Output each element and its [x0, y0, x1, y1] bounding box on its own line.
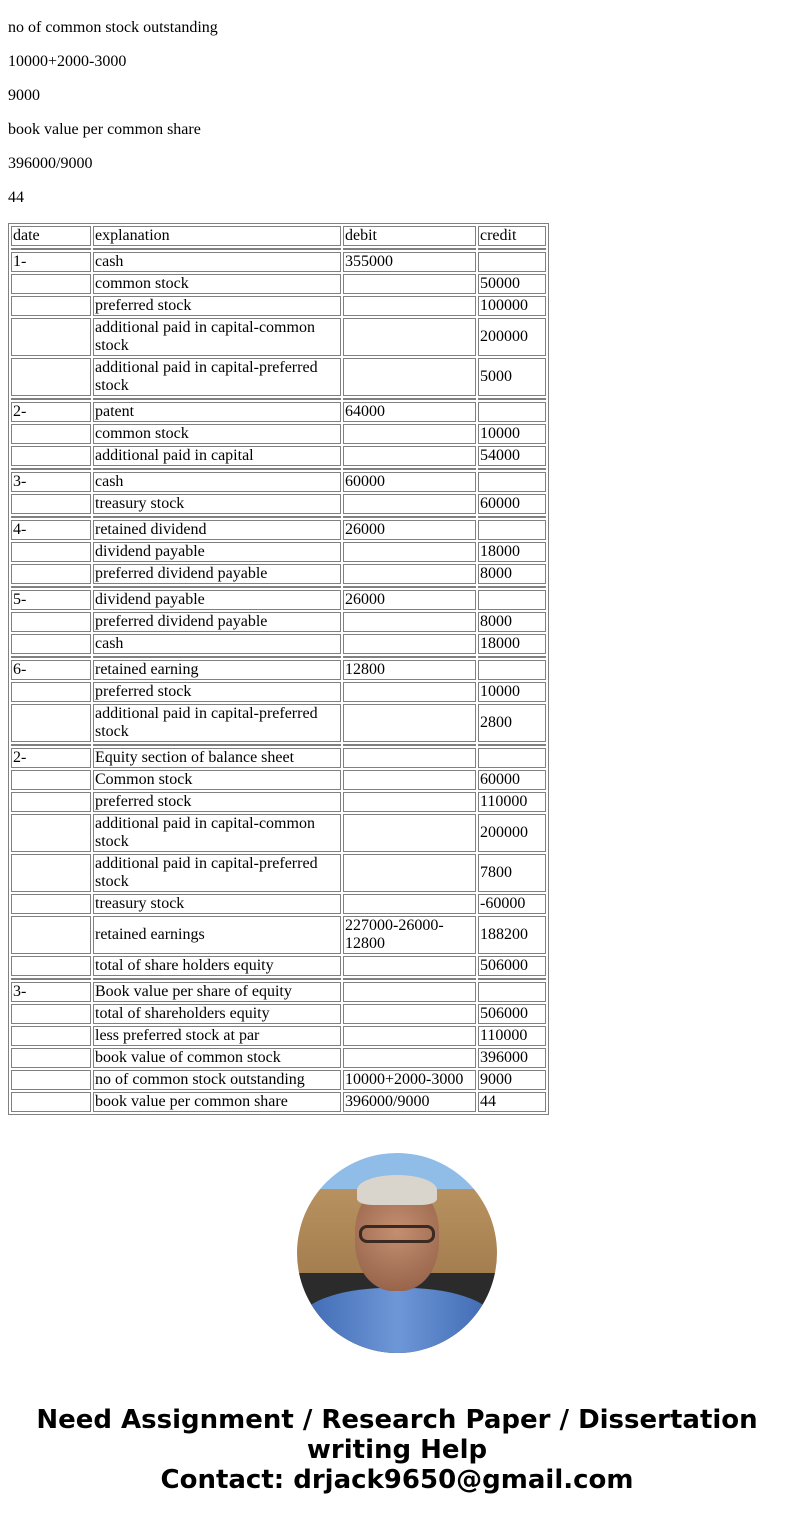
cell-date	[11, 916, 91, 954]
cell-debit: 227000-26000-12800	[343, 916, 476, 954]
cell-explanation: preferred dividend payable	[93, 612, 341, 632]
cell-date: 2-	[11, 748, 91, 768]
table-row	[11, 682, 546, 702]
cell-date	[11, 358, 91, 396]
cell-explanation: cash	[93, 252, 341, 272]
cell-explanation: common stock	[93, 424, 341, 444]
cell-date	[11, 1070, 91, 1090]
cell-date	[11, 792, 91, 812]
table-row	[11, 634, 546, 654]
cell-date	[11, 854, 91, 892]
cell-date	[11, 1048, 91, 1068]
table-row	[11, 770, 546, 790]
paragraph: 396000/9000	[8, 155, 93, 172]
cell-date	[11, 894, 91, 914]
cell-explanation: Book value per share of equity	[93, 982, 341, 1002]
footer-banner	[8, 1405, 786, 1495]
table-row	[11, 1070, 546, 1090]
header-debit: debit	[343, 226, 476, 246]
cell-debit: 355000	[343, 252, 476, 272]
cell-date: 4-	[11, 520, 91, 540]
cell-date	[11, 1026, 91, 1046]
table-row	[11, 748, 546, 768]
cell-date	[11, 956, 91, 976]
cell-credit: 396000	[478, 1048, 546, 1068]
cell-date	[11, 1004, 91, 1024]
cell-debit	[343, 770, 476, 790]
table-row	[11, 854, 546, 892]
cell-debit	[343, 612, 476, 632]
table-row	[11, 252, 546, 272]
cell-credit: 7800	[478, 854, 546, 892]
cell-explanation: additional paid in capital-preferred stock	[93, 358, 341, 396]
table-row	[11, 1092, 546, 1112]
cell-date	[11, 704, 91, 742]
cell-date	[11, 1092, 91, 1112]
cell-date: 5-	[11, 590, 91, 610]
cell-explanation: total of share holders equity	[93, 956, 341, 976]
cell-debit	[343, 1004, 476, 1024]
cell-credit: 506000	[478, 956, 546, 976]
cell-debit: 10000+2000-3000	[343, 1070, 476, 1090]
table-row	[11, 704, 546, 742]
cell-date	[11, 318, 91, 356]
cell-debit	[343, 424, 476, 444]
header-credit: credit	[478, 226, 546, 246]
paragraph: book value per common share	[8, 121, 201, 138]
cell-credit	[478, 520, 546, 540]
cell-explanation: dividend payable	[93, 542, 341, 562]
cell-credit: 188200	[478, 916, 546, 954]
table-row	[11, 814, 546, 852]
cell-debit	[343, 634, 476, 654]
table-row	[11, 446, 546, 466]
cell-debit	[343, 956, 476, 976]
cell-credit: 44	[478, 1092, 546, 1112]
cell-explanation: Common stock	[93, 770, 341, 790]
table-row	[11, 520, 546, 540]
cell-debit	[343, 982, 476, 1002]
cell-date	[11, 274, 91, 294]
cell-explanation: dividend payable	[93, 590, 341, 610]
cell-credit: 200000	[478, 318, 546, 356]
cell-credit	[478, 590, 546, 610]
cell-credit: -60000	[478, 894, 546, 914]
table-row	[11, 274, 546, 294]
cell-explanation: preferred stock	[93, 792, 341, 812]
cell-explanation: retained dividend	[93, 520, 341, 540]
cell-explanation: book value of common stock	[93, 1048, 341, 1068]
cell-explanation: no of common stock outstanding	[93, 1070, 341, 1090]
cell-debit	[343, 274, 476, 294]
cell-credit	[478, 402, 546, 422]
cell-date	[11, 542, 91, 562]
header-explanation: explanation	[93, 226, 341, 246]
cell-explanation: cash	[93, 472, 341, 492]
separator-row	[11, 468, 546, 470]
cell-debit	[343, 894, 476, 914]
cell-debit	[343, 1048, 476, 1068]
cell-credit: 506000	[478, 1004, 546, 1024]
cell-credit: 54000	[478, 446, 546, 466]
cell-credit	[478, 660, 546, 680]
separator-row	[11, 516, 546, 518]
cell-credit: 5000	[478, 358, 546, 396]
cell-explanation: treasury stock	[93, 894, 341, 914]
cell-credit	[478, 982, 546, 1002]
cell-date	[11, 564, 91, 584]
cell-explanation: retained earnings	[93, 916, 341, 954]
cell-credit: 60000	[478, 770, 546, 790]
table-row	[11, 296, 546, 316]
cell-credit: 10000	[478, 682, 546, 702]
cell-explanation: total of shareholders equity	[93, 1004, 341, 1024]
cell-debit	[343, 814, 476, 852]
table-row	[11, 542, 546, 562]
cell-explanation: Equity section of balance sheet	[93, 748, 341, 768]
table-row	[11, 792, 546, 812]
cell-debit	[343, 542, 476, 562]
separator-row	[11, 744, 546, 746]
cell-date	[11, 424, 91, 444]
cell-debit	[343, 748, 476, 768]
cell-date	[11, 770, 91, 790]
paragraph: 44	[8, 189, 24, 206]
cell-debit	[343, 318, 476, 356]
cell-explanation: additional paid in capital-preferred stock	[93, 854, 341, 892]
cell-debit: 60000	[343, 472, 476, 492]
cell-debit	[343, 704, 476, 742]
table-row	[11, 1048, 546, 1068]
table-row	[11, 956, 546, 976]
intro-text	[8, 19, 786, 207]
cell-debit: 26000	[343, 590, 476, 610]
cell-debit	[343, 296, 476, 316]
table-row	[11, 402, 546, 422]
cell-debit: 64000	[343, 402, 476, 422]
cell-explanation: treasury stock	[93, 494, 341, 514]
paragraph: no of common stock outstanding	[8, 19, 218, 36]
cell-date: 3-	[11, 472, 91, 492]
cell-credit	[478, 252, 546, 272]
cell-date	[11, 494, 91, 514]
cell-credit: 200000	[478, 814, 546, 852]
cell-debit	[343, 854, 476, 892]
cell-credit: 9000	[478, 1070, 546, 1090]
cell-credit: 10000	[478, 424, 546, 444]
cell-explanation: retained earning	[93, 660, 341, 680]
cell-credit: 18000	[478, 542, 546, 562]
cell-credit: 8000	[478, 564, 546, 584]
cell-explanation: cash	[93, 634, 341, 654]
table-row	[11, 1026, 546, 1046]
separator-row	[11, 248, 546, 250]
cell-debit: 26000	[343, 520, 476, 540]
cell-explanation: preferred stock	[93, 682, 341, 702]
cell-debit	[343, 792, 476, 812]
cell-explanation: additional paid in capital-common stock	[93, 814, 341, 852]
cell-explanation: less preferred stock at par	[93, 1026, 341, 1046]
table-row	[11, 916, 546, 954]
cell-explanation: preferred dividend payable	[93, 564, 341, 584]
cell-explanation: common stock	[93, 274, 341, 294]
cell-explanation: additional paid in capital-common stock	[93, 318, 341, 356]
table-row	[11, 472, 546, 492]
cell-credit: 18000	[478, 634, 546, 654]
table-row	[11, 318, 546, 356]
cell-explanation: additional paid in capital-preferred stock	[93, 704, 341, 742]
paragraph: 9000	[8, 87, 40, 104]
cell-date	[11, 446, 91, 466]
header-date: date	[11, 226, 91, 246]
separator-row	[11, 978, 546, 980]
cell-date: 6-	[11, 660, 91, 680]
cell-credit: 110000	[478, 792, 546, 812]
cell-debit	[343, 446, 476, 466]
table-row	[11, 494, 546, 514]
cell-credit: 60000	[478, 494, 546, 514]
cell-debit: 396000/9000	[343, 1092, 476, 1112]
author-photo	[297, 1153, 497, 1353]
cell-explanation: additional paid in capital	[93, 446, 341, 466]
cell-date	[11, 612, 91, 632]
table-row	[11, 1004, 546, 1024]
table-row	[11, 660, 546, 680]
table-row	[11, 358, 546, 396]
footer-contact: Contact: drjack9650@gmail.com	[160, 1465, 634, 1495]
cell-explanation: preferred stock	[93, 296, 341, 316]
cell-credit: 110000	[478, 1026, 546, 1046]
cell-credit: 8000	[478, 612, 546, 632]
cell-debit	[343, 494, 476, 514]
table-row	[11, 590, 546, 610]
cell-debit	[343, 358, 476, 396]
journal-table	[8, 223, 549, 1115]
cell-date	[11, 634, 91, 654]
cell-debit: 12800	[343, 660, 476, 680]
table-row	[11, 424, 546, 444]
cell-date: 1-	[11, 252, 91, 272]
table-row	[11, 982, 546, 1002]
cell-credit: 100000	[478, 296, 546, 316]
cell-credit: 2800	[478, 704, 546, 742]
cell-credit: 50000	[478, 274, 546, 294]
table-header-row	[11, 226, 546, 246]
paragraph: 10000+2000-3000	[8, 53, 127, 70]
cell-explanation: book value per common share	[93, 1092, 341, 1112]
cell-date	[11, 814, 91, 852]
table-row	[11, 894, 546, 914]
footer-help-text: Need Assignment / Research Paper / Dissertation writing Help	[36, 1405, 758, 1465]
table-row	[11, 564, 546, 584]
cell-date: 2-	[11, 402, 91, 422]
separator-row	[11, 656, 546, 658]
separator-row	[11, 586, 546, 588]
separator-row	[11, 398, 546, 400]
cell-credit	[478, 472, 546, 492]
cell-date	[11, 682, 91, 702]
cell-debit	[343, 682, 476, 702]
cell-date: 3-	[11, 982, 91, 1002]
cell-date	[11, 296, 91, 316]
cell-explanation: patent	[93, 402, 341, 422]
cell-debit	[343, 1026, 476, 1046]
cell-debit	[343, 564, 476, 584]
cell-credit	[478, 748, 546, 768]
table-row	[11, 612, 546, 632]
